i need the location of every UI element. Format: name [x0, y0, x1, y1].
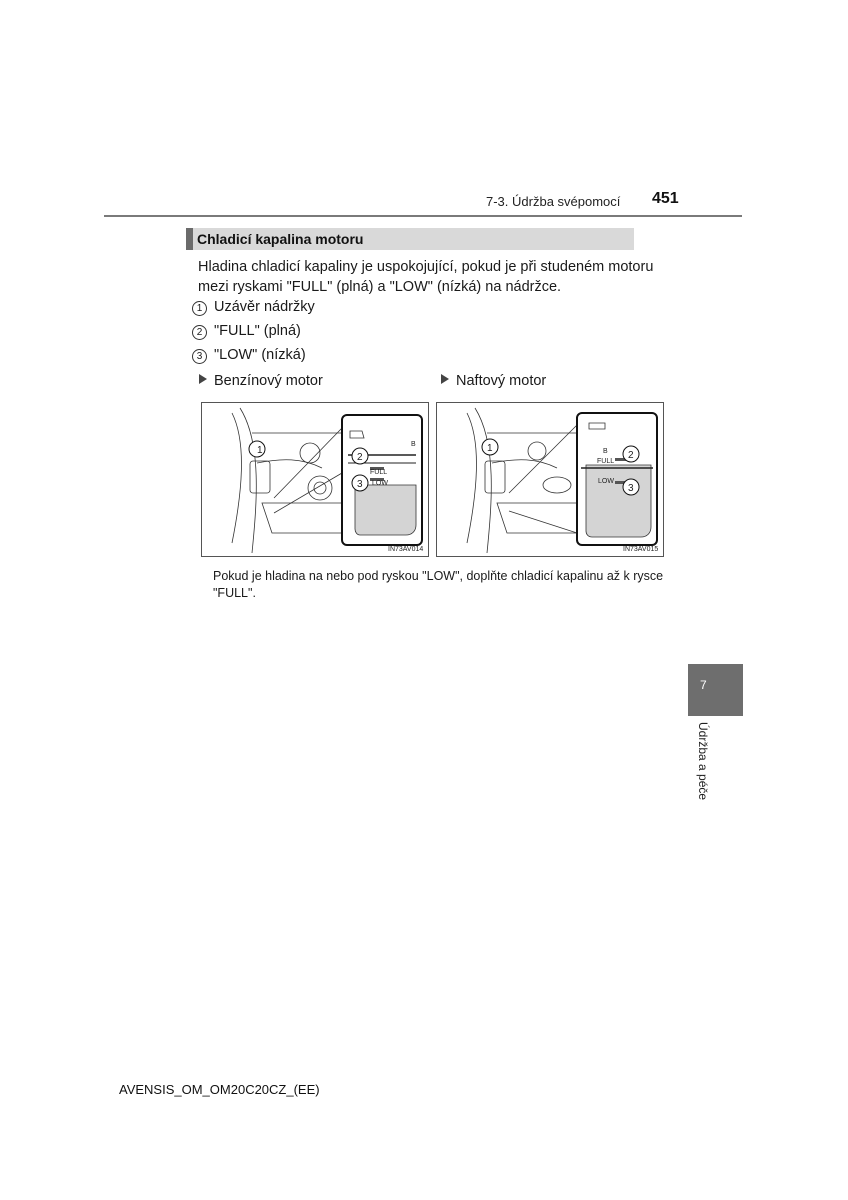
full-mark-label: FULL — [370, 469, 388, 476]
chapter-tab — [688, 664, 743, 716]
subhead-diesel-label: Naftový motor — [456, 373, 547, 389]
item-text: "LOW" (nízká) — [214, 347, 306, 363]
item-number: 3 — [192, 349, 207, 364]
heading-marker — [186, 228, 193, 250]
item-number: 2 — [192, 325, 207, 340]
b-mark-label: B — [411, 441, 416, 448]
header-rule — [104, 215, 742, 217]
b-mark-label: B — [603, 448, 608, 455]
item-text: "FULL" (plná) — [214, 323, 301, 339]
low-mark-label: LOW — [598, 478, 614, 485]
section-title: 7-3. Údržba svépomocí — [486, 194, 621, 209]
page-number: 451 — [652, 190, 679, 207]
engine-bay-illustration — [202, 403, 428, 556]
note-paragraph: Pokud je hladina na nebo pod ryskou "LOW", doplňte chladicí kapalinu až k rysce "FULL". — [213, 569, 664, 600]
figure-petrol-engine — [201, 402, 429, 557]
figure-code: IN73AV015 — [623, 546, 659, 553]
callout-3: 3 — [628, 483, 634, 494]
callout-3: 3 — [357, 479, 363, 490]
triangle-bullet-icon — [441, 374, 449, 384]
callout-2: 2 — [357, 452, 363, 463]
heading-title: Chladicí kapalina motoru — [197, 231, 364, 247]
callout-2: 2 — [628, 450, 634, 461]
callout-1: 1 — [257, 445, 263, 456]
intro-paragraph: Hladina chladicí kapaliny je uspokojující, pokud je při studeném motoru mezi ryskami "FULL" (plná) a "LOW" (nízká) na nádržce. — [198, 259, 654, 295]
item-number: 1 — [192, 301, 207, 316]
chapter-title: Údržba a péče — [696, 722, 710, 801]
subhead-petrol — [199, 373, 323, 389]
full-mark-label: FULL — [597, 458, 615, 465]
engine-bay-illustration — [437, 403, 663, 556]
subhead-diesel — [441, 373, 546, 389]
figure-code: IN73AV014 — [388, 546, 424, 553]
triangle-bullet-icon — [199, 374, 207, 384]
chapter-number: 7 — [700, 678, 707, 692]
callout-1: 1 — [487, 443, 493, 454]
document-code: AVENSIS_OM_OM20C20CZ_(EE) — [119, 1082, 320, 1097]
figure-diesel-engine — [436, 402, 664, 557]
item-text: Uzávěr nádržky — [214, 299, 315, 315]
subhead-petrol-label: Benzínový motor — [214, 373, 323, 389]
low-mark-label: LOW — [372, 480, 388, 487]
